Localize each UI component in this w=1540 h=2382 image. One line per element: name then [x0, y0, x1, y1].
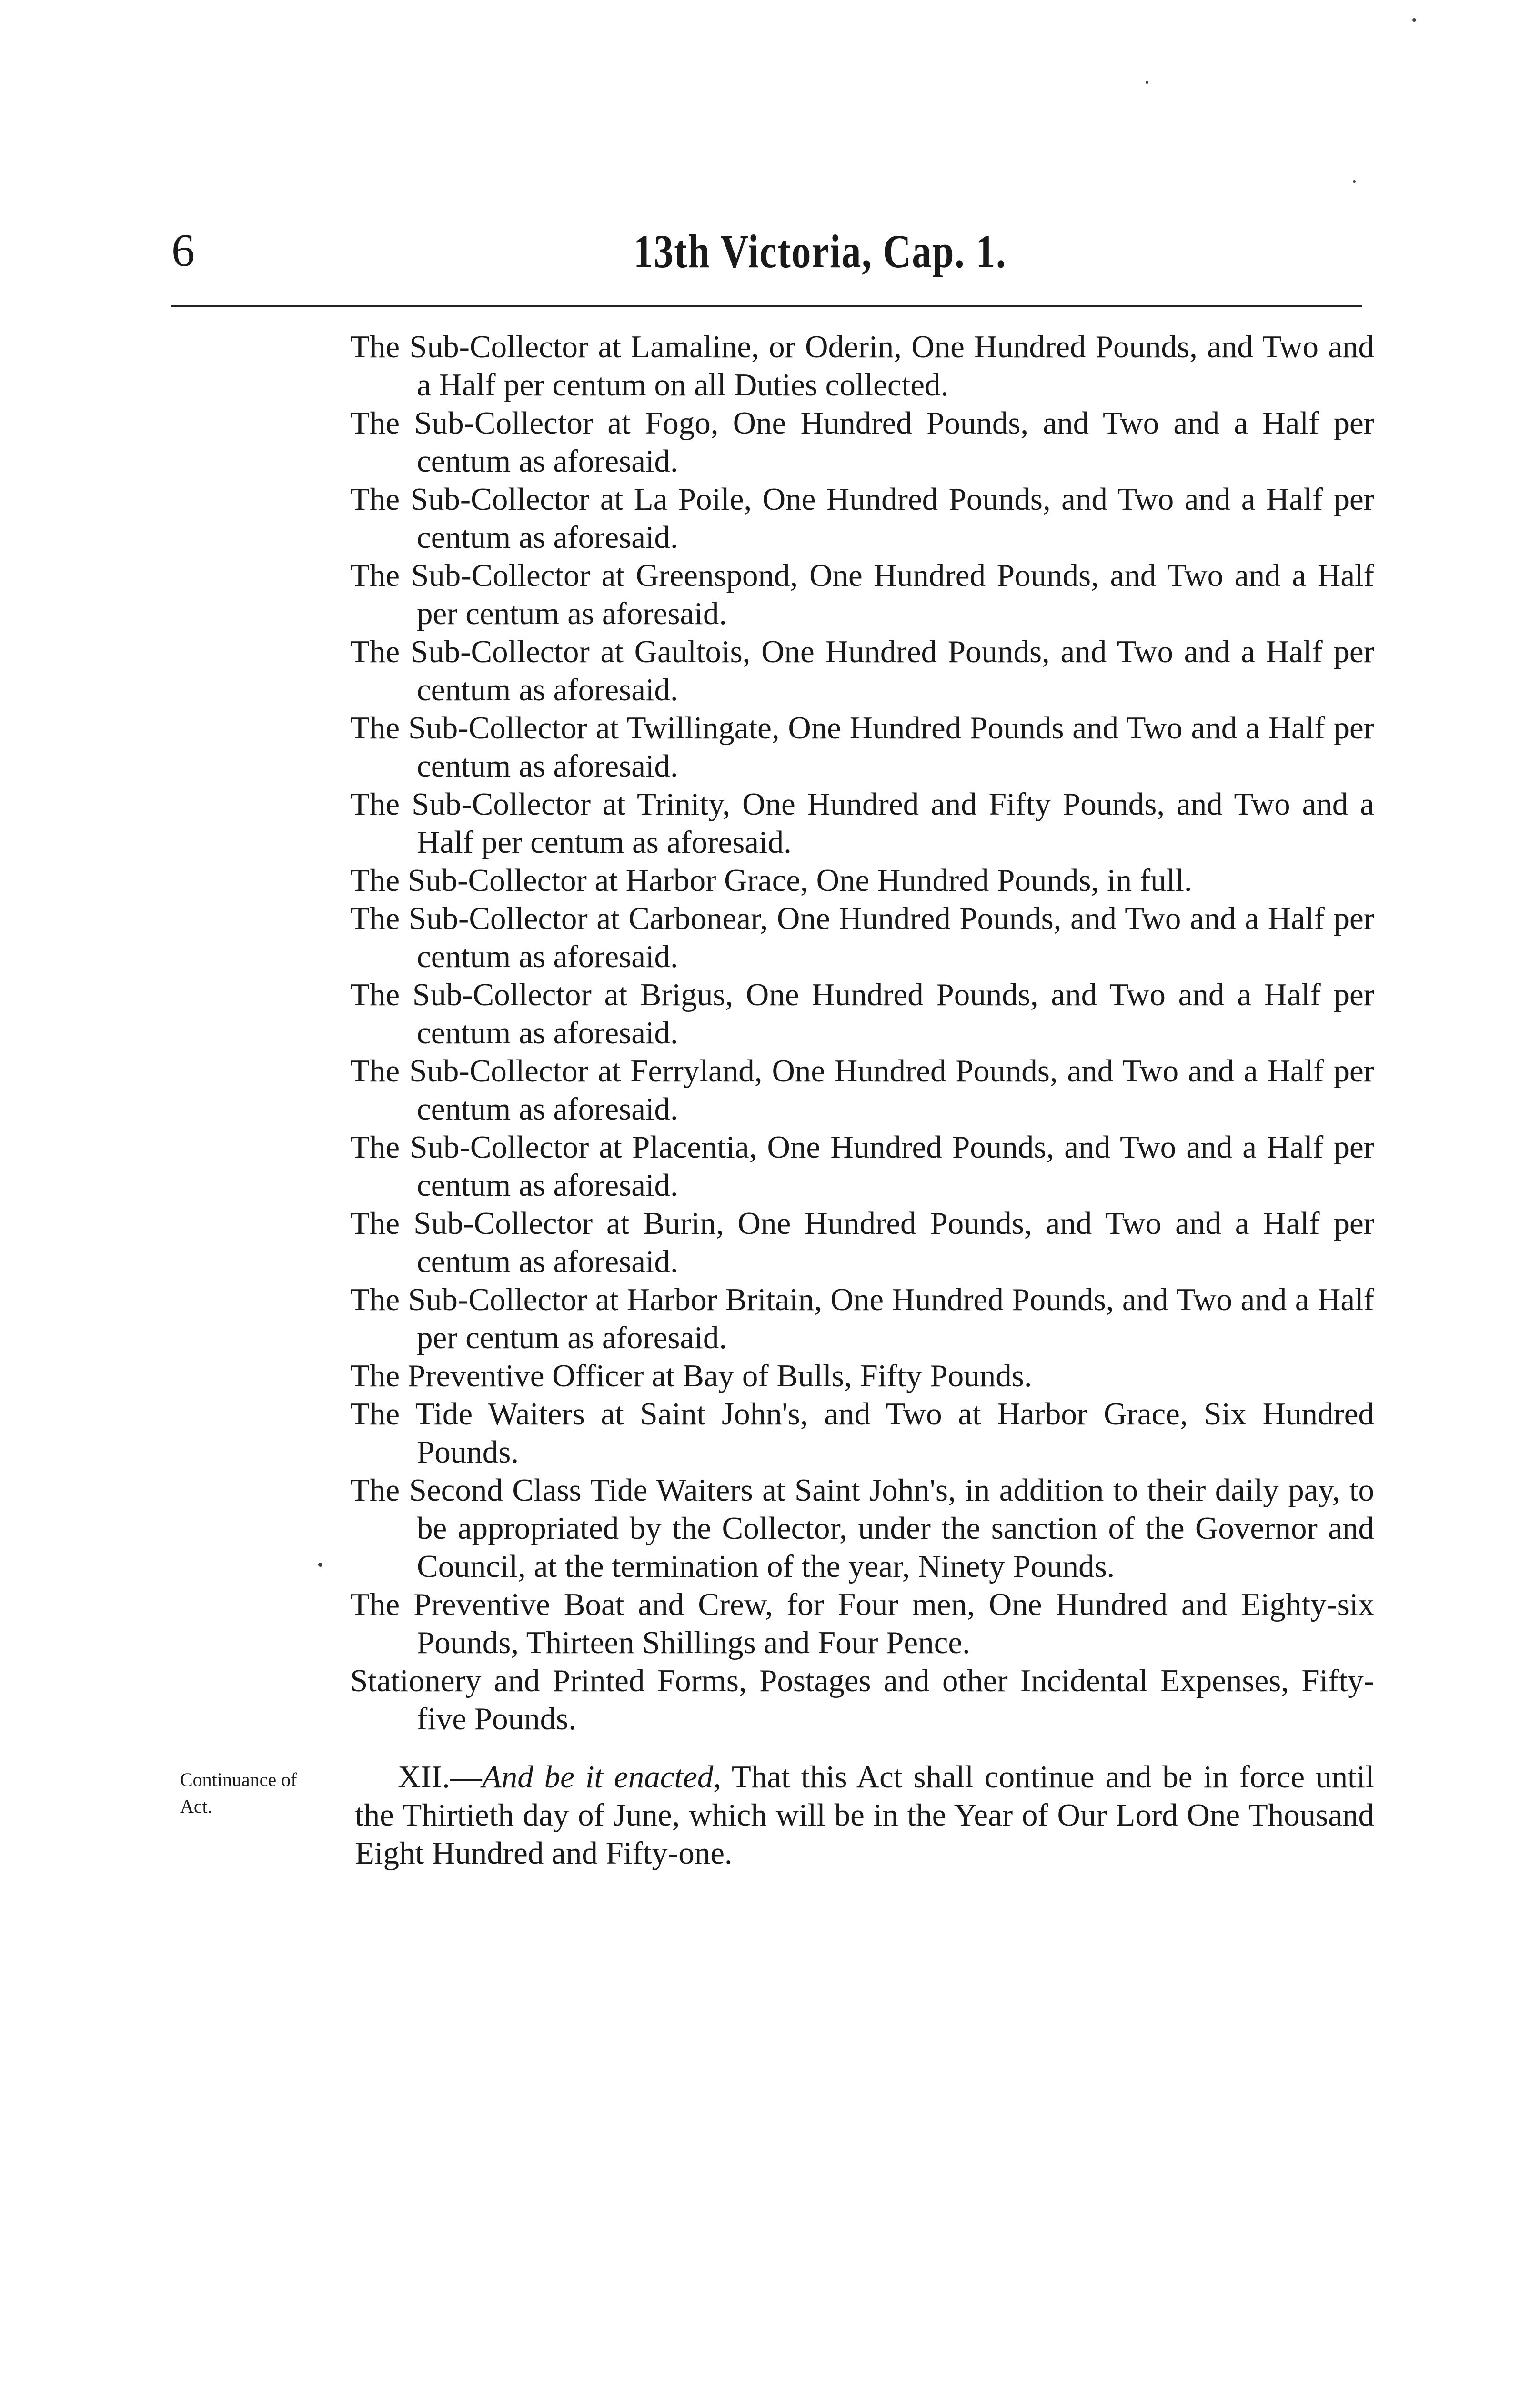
list-item: The Preventive Officer at Bay of Bulls, Fifty Pounds. — [350, 1358, 1032, 1393]
list-item: The Sub-Collector at Brigus, One Hundred Pounds, and Two and a Half per centum as aforesaid. — [350, 977, 1374, 1050]
list-item: Stationery and Printed Forms, Postages and other Incidental Expenses, Fifty-five Pounds. — [350, 1663, 1374, 1736]
section-number: XII.— — [398, 1759, 482, 1795]
section-text: That this Act shall continue and be in force until the Thirtieth day of June, which will be in the Year of Our Lord One Thousand Eight Hundred and Fifty-one. — [355, 1759, 1374, 1871]
list-item: The Sub-Collector at Fogo, One Hundred Pounds, and Two and a Half per centum as aforesaid. — [350, 405, 1374, 479]
list-item: The Sub-Collector at Burin, One Hundred Pounds, and Two and a Half per centum as aforesaid. — [350, 1206, 1374, 1279]
page-number: 6 — [171, 225, 195, 276]
list-item: The Sub-Collector at Placentia, One Hundred Pounds, and Two and a Half per centum as aforesaid. — [350, 1130, 1374, 1203]
running-head: 13th Victoria, Cap. 1. — [634, 225, 1007, 278]
list-item: The Sub-Collector at Lamaline, or Oderin, One Hundred Pounds, and Two and a Half per centum on all Duties collected. — [350, 329, 1374, 403]
stray-mark — [1146, 81, 1148, 84]
list-item: The Tide Waiters at Saint John's, and Two at Harbor Grace, Six Hundred Pounds. — [350, 1396, 1374, 1470]
list-item: The Sub-Collector at Ferryland, One Hundred Pounds, and Two and a Half per centum as aforesaid. — [350, 1053, 1374, 1127]
margin-note-line: Continuance of — [180, 1769, 297, 1790]
list-item: The Sub-Collector at La Poile, One Hundred Pounds, and Two and a Half per centum as aforesaid. — [350, 482, 1374, 555]
header-rule — [171, 305, 1362, 307]
list-item: The Sub-Collector at Harbor Grace, One Hundred Pounds, in full. — [350, 863, 1192, 898]
list-item: The Sub-Collector at Harbor Britain, One Hundred Pounds, and Two and a Half per centum as aforesaid. — [350, 1282, 1374, 1355]
list-item: The Sub-Collector at Trinity, One Hundred and Fifty Pounds, and Two and a Half per centum as aforesaid. — [350, 787, 1374, 860]
stray-mark — [318, 1563, 322, 1567]
list-item: The Second Class Tide Waiters at Saint John's, in addition to their daily pay, to be appropriated by the Collector, under the sanction of the Governor and Council, at the termination of the year, Ninety Pounds. — [350, 1473, 1374, 1584]
stray-mark — [1412, 18, 1416, 22]
list-item: The Preventive Boat and Crew, for Four men, One Hundred and Eighty-six Pounds, Thirteen Shillings and Four Pence. — [350, 1587, 1374, 1660]
margin-note — [180, 1766, 337, 1820]
enacting-words: And be it enacted, — [482, 1759, 722, 1795]
margin-note-line: Act. — [180, 1796, 212, 1817]
stray-mark — [1353, 180, 1356, 183]
list-item: The Sub-Collector at Twillingate, One Hundred Pounds and Two and a Half per centum as aforesaid. — [350, 710, 1374, 784]
list-item: The Sub-Collector at Gaultois, One Hundred Pounds, and Two and a Half per centum as aforesaid. — [350, 634, 1374, 707]
list-item: The Sub-Collector at Carbonear, One Hundred Pounds, and Two and a Half per centum as aforesaid. — [350, 901, 1374, 974]
salary-list — [350, 328, 1374, 1738]
section-xii — [355, 1758, 1374, 1872]
list-item: The Sub-Collector at Greenspond, One Hundred Pounds, and Two and a Half per centum as aforesaid. — [350, 558, 1374, 631]
